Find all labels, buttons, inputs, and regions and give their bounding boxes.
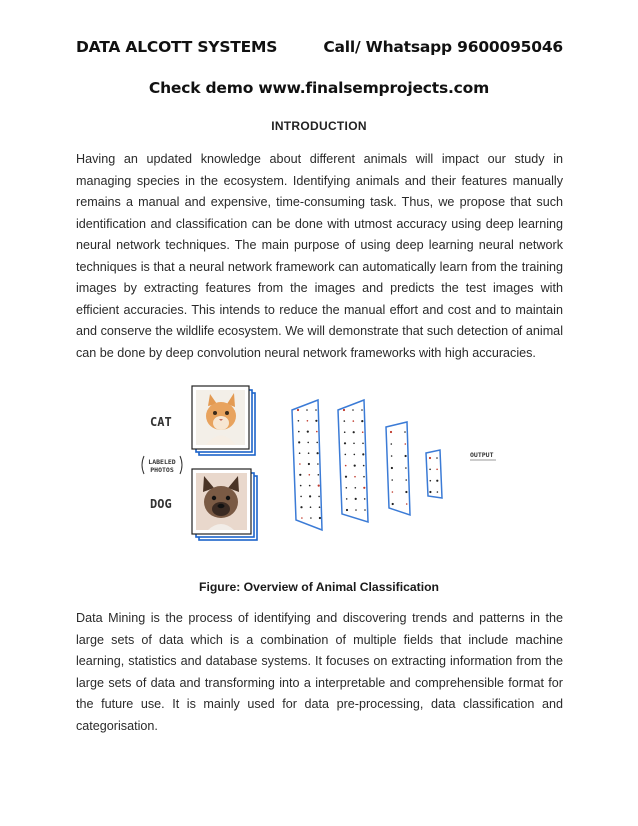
network-layer-2 [338,400,368,522]
dog-photo-stack [192,469,257,540]
neuron-dot [317,452,319,454]
neuron-dot [429,491,431,493]
neuron-dot [344,431,346,433]
network-layer-4 [426,450,442,498]
neuron-dot [315,420,317,422]
neuron-dot [362,431,364,433]
neuron-dot [298,431,300,433]
neuron-dot [309,485,311,487]
neuron-dot [316,431,318,433]
neuron-dot [364,509,366,511]
cat-photo-stack [192,386,255,455]
neuron-dot [299,474,301,476]
neuron-dot [392,491,394,493]
neuron-dot [346,487,348,489]
neuron-dot [354,454,356,456]
classification-figure [130,380,510,550]
neuron-dot [310,517,312,519]
neuron-dot [354,465,356,467]
neuron-dot [309,495,311,497]
neuron-dot [318,496,320,498]
neuron-dot [300,506,302,508]
neuron-dot [300,485,302,487]
neuron-dot [436,469,438,471]
neuron-dot [346,509,348,511]
neuron-dot [355,498,357,500]
neuron-dot [344,442,346,444]
neuron-dot [297,409,299,411]
labeled-text: LABELED [148,458,176,466]
neuron-dot [363,465,365,467]
neuron-dot [344,420,346,422]
photos-text: PHOTOS [150,466,174,474]
neuron-dot [318,485,320,487]
neuron-dot [352,409,354,411]
network-layer-1 [292,400,322,530]
figure-illustration [130,380,510,550]
neuron-dot [429,457,431,459]
neuron-dot [316,442,318,444]
neuron-dot [362,443,364,445]
neuron-dot [353,443,355,445]
neuron-dot [353,420,355,422]
neuron-dot [391,467,393,469]
neuron-dot [345,476,347,478]
neuron-dot [299,463,301,465]
neuron-dot [390,431,392,433]
neuron-dot [318,474,320,476]
dog-photo [196,473,247,530]
page-header [76,38,563,60]
neuron-dot [364,498,366,500]
cat-label: CAT [150,415,172,429]
neuron-dot [301,517,303,519]
neuron-dot [307,420,309,422]
neuron-dot [405,491,407,493]
neuron-dot [430,480,432,482]
neuron-dot [308,452,310,454]
neuron-dot [405,479,407,481]
cat-photo [196,390,245,445]
neuron-dot [300,496,302,498]
neuron-dot [353,431,355,433]
neuron-dot [363,476,365,478]
figure-caption: Figure: Overview of Animal Classification [199,580,439,594]
labeled-photos-note [142,456,182,474]
neuron-dot [404,431,406,433]
neuron-dot [405,467,407,469]
neuron-dot [391,479,393,481]
neuron-dot [299,452,301,454]
neuron-dot [405,455,407,457]
neuron-dot [437,491,439,493]
intro-paragraph: Having an updated knowledge about different animals will impact our study in managing species in the ecosystem. Identifying animals and their features manually remains a manual and expensive, time-consuming task. Thus, we propose that such identification and classification can be done with utmost accuracy using deep learning neural network techniques. The main purpose of using deep learning neural network techniques is that a neural network framework can automatically learn from the training images by extracting features from the images and predicts the test images with efficient accuracies. This intends to reduce the manual effort and cost and to maintain and conserve the wildlife ecosystem. We will demonstrate that such detection of animal can be done by deep convolution neural network frameworks with high accuracies. [76,152,563,360]
neuron-dot [343,409,345,411]
company-name: DATA ALCOTT SYSTEMS [76,38,278,56]
neuron-dot [354,476,356,478]
neuron-dot [298,441,300,443]
neuron-dot [317,463,319,465]
neuron-dot [319,506,321,508]
neuron-dot [310,506,312,508]
neuron-dot [355,509,357,511]
demo-link-line: Check demo www.finalsemprojects.com [148,79,490,97]
neuron-dot [308,463,310,465]
section-title: INTRODUCTION [271,119,367,133]
neuron-dot [362,453,364,455]
neuron-dot [436,457,438,459]
data-mining-paragraph: Data Mining is the process of identifying and discovering trends and patterns in the large sets of data which is a combination of multiple fields that include machine learning, statistics and database systems. It focuses on extracting information from the large sets of data and transforming into a interpretable and comprehensible format for the future use. It is mainly used for data pre-processing, data classification and categorisation. [76,611,563,733]
neuron-dot [319,517,321,519]
neuron-dot [363,487,365,489]
output-label: OUTPUT [470,451,494,459]
neuron-dot [429,469,431,471]
neuron-dot [345,465,347,467]
neuron-dot [346,498,348,500]
neuron-dot [391,455,393,457]
neuron-dot [361,420,363,422]
neuron-dot [355,487,357,489]
neuron-dot [298,420,300,422]
contact-info: Call/ Whatsapp 9600095046 [323,38,563,56]
neuron-dot [315,409,317,411]
neuron-dot [436,480,438,482]
neuron-dot [391,443,393,445]
neuron-dot [345,454,347,456]
neuron-dot [307,442,309,444]
dog-label: DOG [150,497,172,511]
neuron-dot [306,409,308,411]
neuron-dot [361,409,363,411]
neuron-dot [405,443,407,445]
neuron-dot [309,474,311,476]
neuron-dot [307,431,309,433]
neuron-dot [392,503,394,505]
neuron-dot [406,503,408,505]
